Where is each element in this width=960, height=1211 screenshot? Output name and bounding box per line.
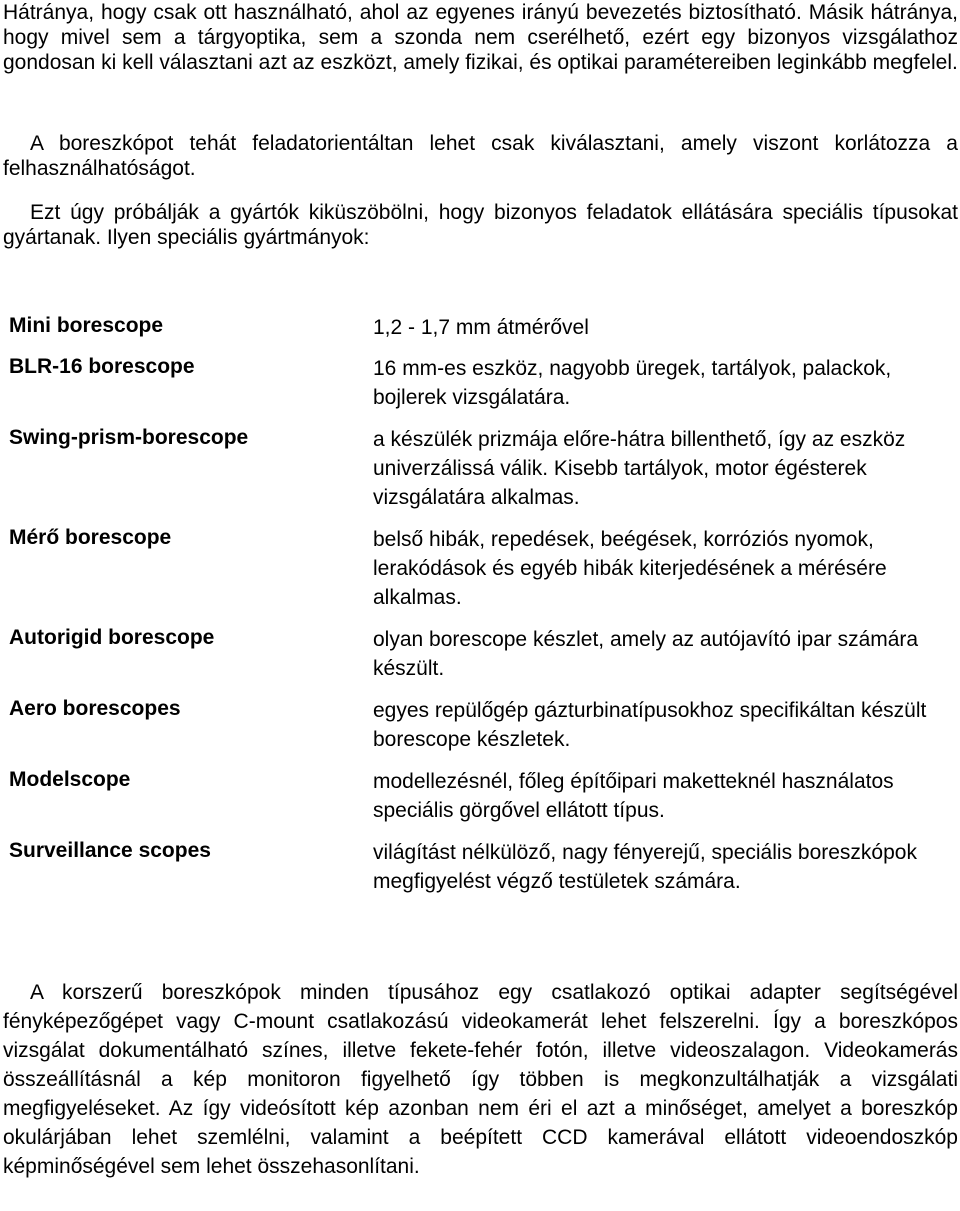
- intro-paragraph-3-text: Ezt úgy próbálják a gyártók kiküszöbölni, hogy bizonyos feladatok ellátására speciális típusokat gyártanak. Ilyen speciális gyártmányok:: [3, 201, 958, 249]
- product-description: modellezésnél, főleg építőipari maketteknél használatos speciális görgővel ellátott típus.: [373, 770, 894, 822]
- product-name: Autorigid borescope: [9, 626, 215, 649]
- product-name: Mérő borescope: [9, 526, 172, 549]
- product-name: Surveillance scopes: [9, 839, 211, 862]
- intro-paragraph-1: Hátránya, hogy csak ott használható, ahol az egyenes irányú bevezetés biztosítható. Másik hátránya, hogy mivel sem a tárgyoptika, sem a szonda nem cserélhető, ezért egy bizonyos vizsgálathoz gondosan ki kell választani azt az eszközt, amely fizikai, és optikai paramétereiben leginkább megfelel.: [3, 1, 958, 74]
- product-description: 1,2 - 1,7 mm átmérővel: [373, 316, 589, 339]
- intro-paragraph-2-text: A boreszkópot tehát feladatorientáltan lehet csak kiválasztani, amely viszont korlátozza a felhasználhatóságot.: [3, 132, 958, 180]
- product-description: világítást nélkülöző, nagy fényerejű, speciális boreszkópok megfigyelést végző testületek számára.: [373, 841, 917, 893]
- product-description: a készülék prizmája előre-hátra billenthető, így az eszköz univerzálissá válik. Kisebb tartályok, motor égésterek vizsgálatára alkalmas.: [373, 428, 906, 509]
- intro-paragraph-2: [3, 131, 958, 181]
- product-description: olyan borescope készlet, amely az autójavító ipar számára készült.: [373, 628, 919, 680]
- product-name: Mini borescope: [9, 314, 164, 337]
- product-description: 16 mm-es eszköz, nagyobb üregek, tartályok, palackok, bojlerek vizsgálatára.: [373, 357, 892, 409]
- closing-paragraph: [3, 978, 958, 1181]
- product-description: belső hibák, repedések, beégések, korróziós nyomok, lerakódások és egyéb hibák kiterjedésének a mérésére alkalmas.: [373, 528, 887, 609]
- product-name: Aero borescopes: [9, 697, 181, 720]
- closing-paragraph-text: A korszerű boreszkópok minden típusához egy csatlakozó optikai adapter segítségével fényképezőgépet vagy C-mount csatlakozású videokamerát lehet felszerelni. Így a boreszkópos vizsgálat dokumentálható színes, illetve fekete-fehér fotón, illetve videoszalagon. Videokamerás összeállításnál a kép monitoron figyelhető így többen is megkonzultálhatják a vizsgálati megfigyeléseket. Az így videósított kép azonban nem éri el azt a minőséget, amelyet a boreszkóp okulárjában lehet szemlélni, valamint a beépített CCD kamerával ellátott videoendoszkóp képminőségével sem lehet összehasonlítani.: [3, 981, 958, 1178]
- product-name: Modelscope: [9, 768, 131, 791]
- intro-paragraph-3: [3, 200, 958, 250]
- product-name: Swing-prism-borescope: [9, 426, 249, 449]
- product-description: egyes repülőgép gázturbinatípusokhoz specifikáltan készült borescope készletek.: [373, 699, 927, 751]
- product-name: BLR-16 borescope: [9, 355, 195, 378]
